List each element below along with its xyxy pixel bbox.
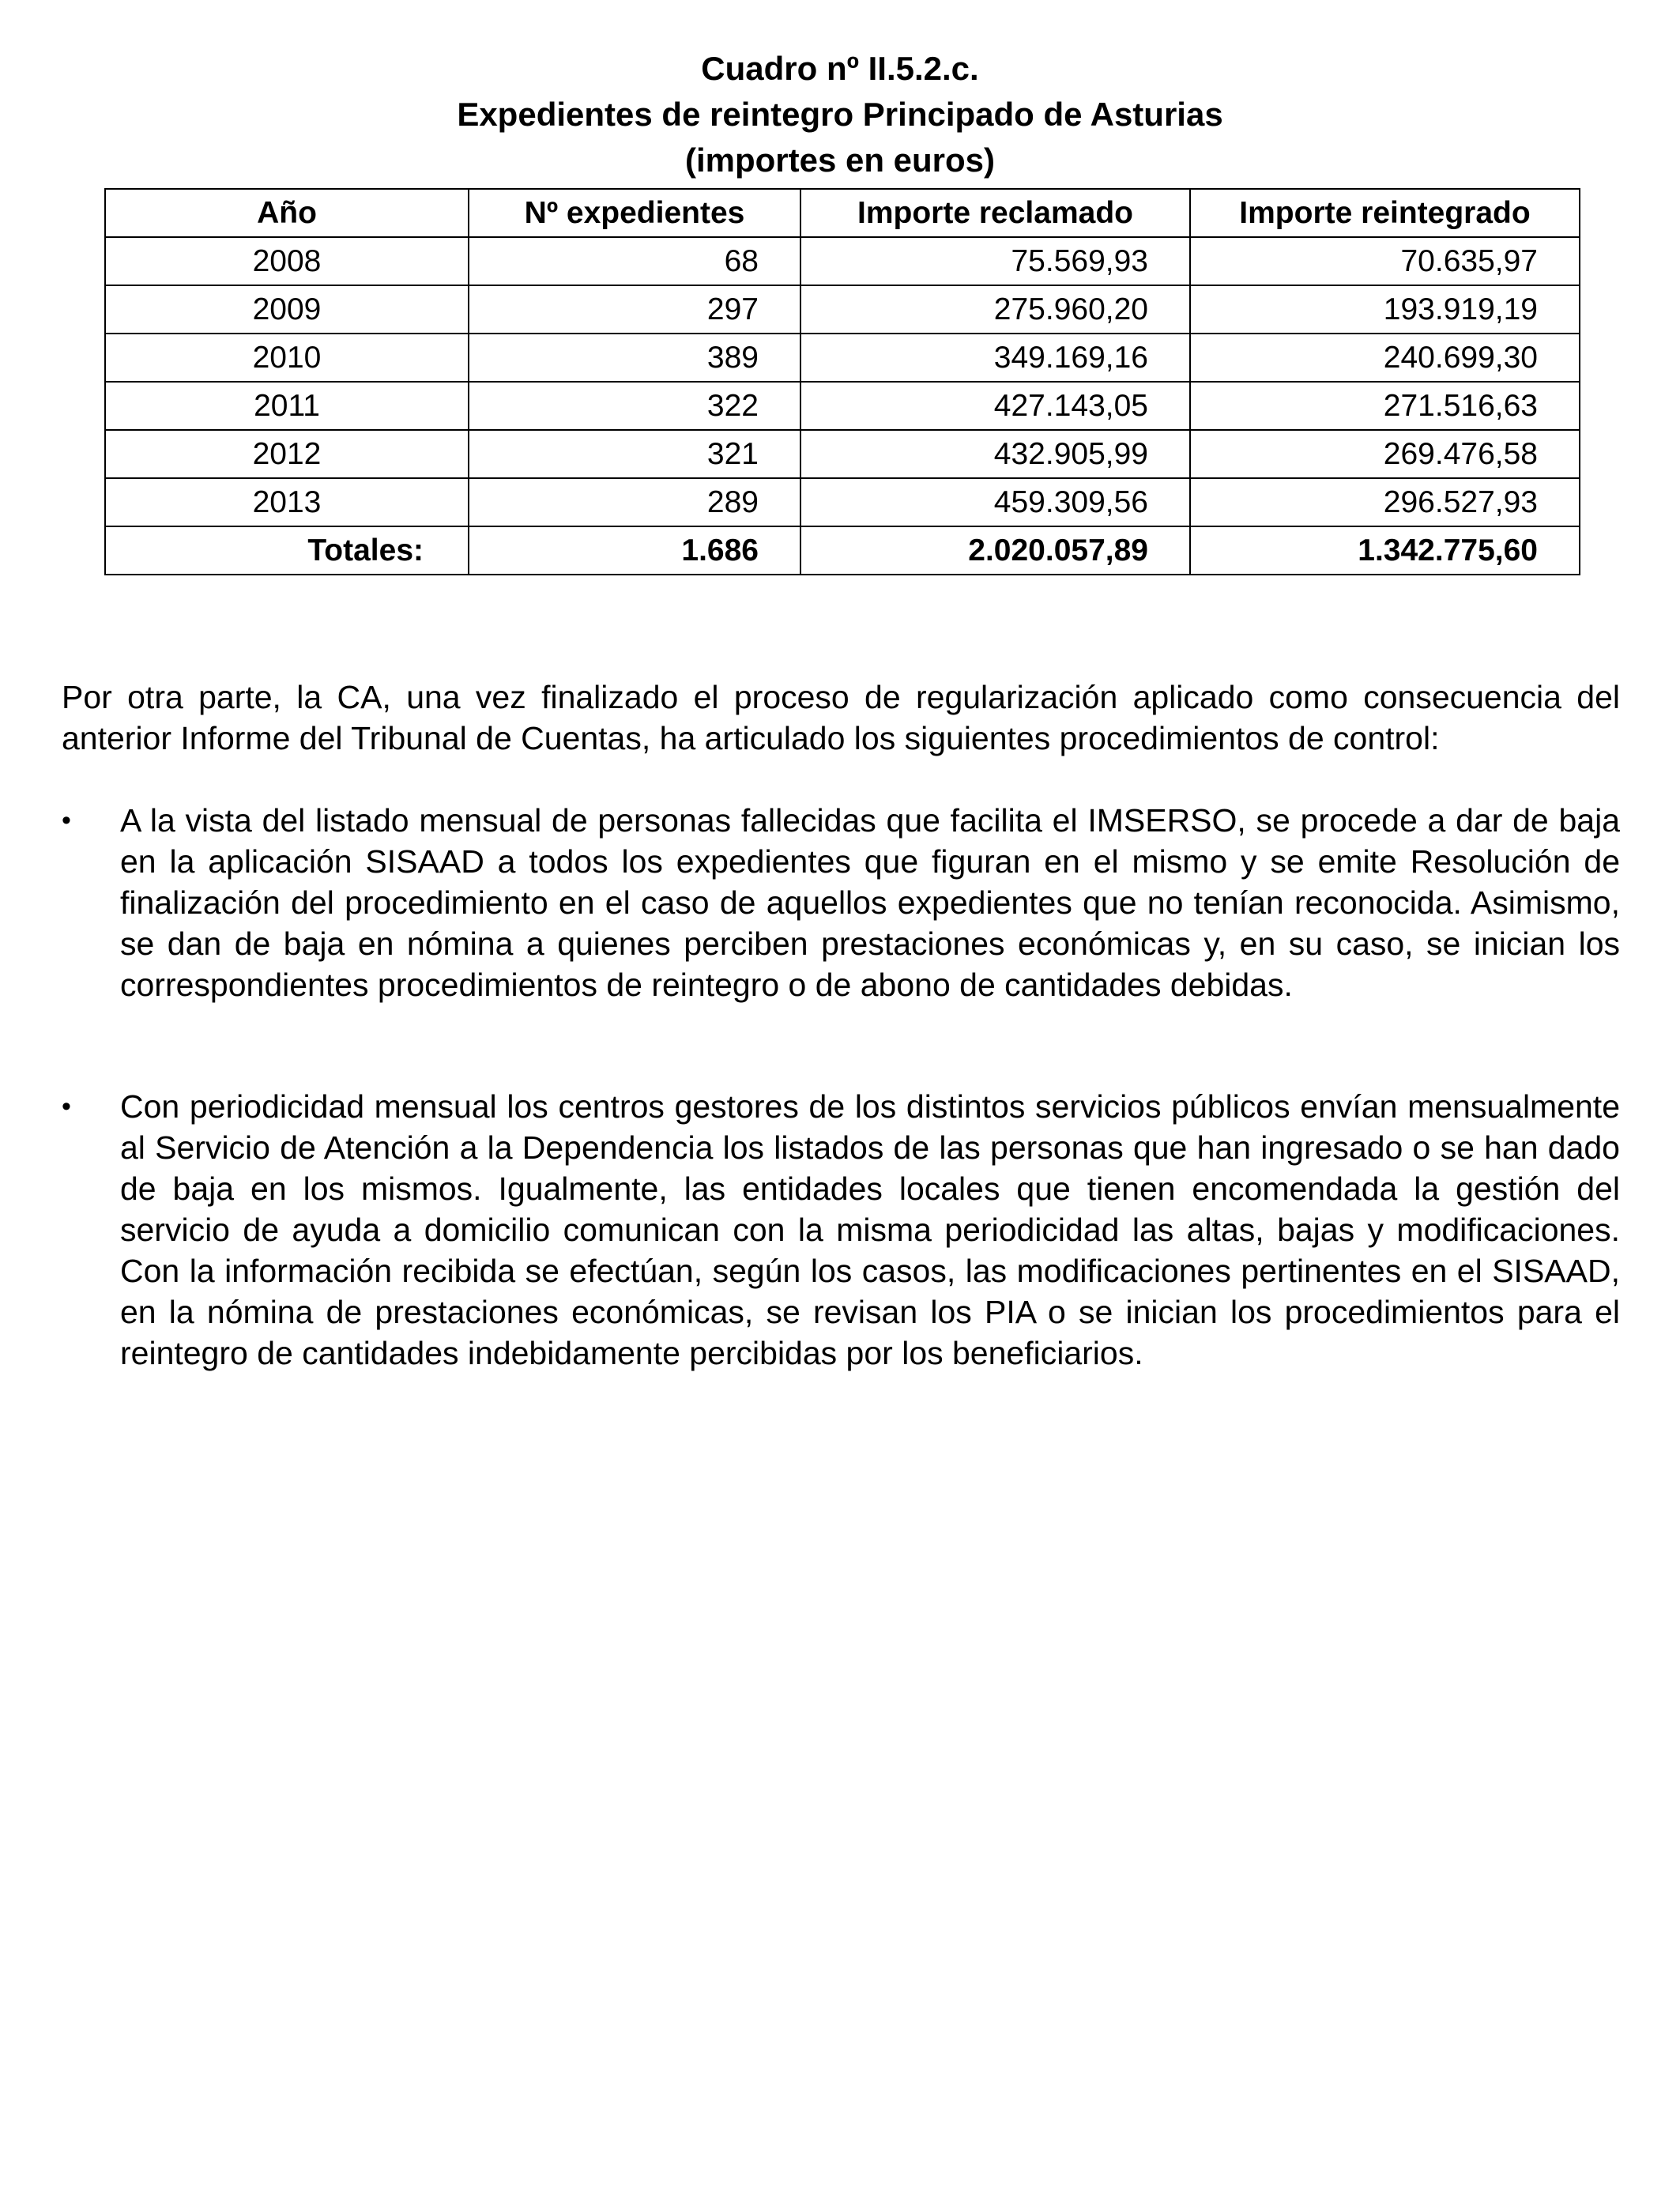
cell-claimed: 349.169,16: [800, 334, 1190, 382]
caption-title: Expedientes de reintegro Principado de Asturias: [457, 96, 1223, 133]
cell-refunded: 271.516,63: [1190, 382, 1580, 430]
table-row: [105, 430, 1580, 478]
cell-refunded: 240.699,30: [1190, 334, 1580, 382]
cell-year: 2012: [105, 430, 469, 478]
control-procedures-list-continued: [62, 1086, 1620, 1374]
cell-claimed: 459.309,56: [800, 478, 1190, 526]
totals-claimed: 2.020.057,89: [800, 526, 1190, 575]
cell-year: 2008: [105, 237, 469, 285]
list-item-text: Con periodicidad mensual los centros gestores de los distintos servicios públicos envían mensualmente al Servicio de Atención a la Dependencia los listados de las personas que han ingresado o se han dado de baja en los mismos. Igualmente, las entidades locales que tienen encomendada la gestión del servicio de ayuda a domicilio comunican con la misma periodicidad las altas, bajas y modificaciones. Con la información recibida se efectúan, según los casos, las modificaciones pertinentes en el SISAAD, en la nómina de prestaciones económicas, se revisan los PIA o se inician los procedimientos para el reintegro de cantidades indebidamente percibidas por los beneficiarios.: [120, 1088, 1620, 1371]
totals-row: [105, 526, 1580, 575]
cell-refunded: 296.527,93: [1190, 478, 1580, 526]
cell-count: 389: [469, 334, 800, 382]
cell-count: 321: [469, 430, 800, 478]
intro-paragraph: Por otra parte, la CA, una vez finalizado el proceso de regularización aplicado como consecuencia del anterior Informe del Tribunal de Cuentas, ha articulado los siguientes procedimientos de control:: [62, 679, 1620, 756]
totals-count: 1.686: [469, 526, 800, 575]
reintegro-table: [104, 188, 1580, 575]
control-procedures-list: [62, 800, 1620, 1005]
cell-claimed: 275.960,20: [800, 285, 1190, 334]
totals-label: Totales:: [105, 526, 469, 575]
caption-units: (importes en euros): [684, 141, 996, 179]
cell-refunded: 193.919,19: [1190, 285, 1580, 334]
cell-year: 2009: [105, 285, 469, 334]
cell-count: 297: [469, 285, 800, 334]
table-caption: [0, 46, 1680, 183]
cell-claimed: 75.569,93: [800, 237, 1190, 285]
totals-refunded: 1.342.775,60: [1190, 526, 1580, 575]
table-row: [105, 334, 1580, 382]
cell-year: 2013: [105, 478, 469, 526]
cell-claimed: 427.143,05: [800, 382, 1190, 430]
header-claimed: Importe reclamado: [800, 189, 1190, 237]
table-row: [105, 478, 1580, 526]
table-row: [105, 285, 1580, 334]
cell-refunded: 269.476,58: [1190, 430, 1580, 478]
cell-year: 2011: [105, 382, 469, 430]
header-year: Año: [105, 189, 469, 237]
list-item-text: A la vista del listado mensual de personas fallecidas que facilita el IMSERSO, se procede a dar de baja en la aplicación SISAAD a todos los expedientes que figuran en el mismo y se emite Resolución de finalización del procedimiento en el caso de aquellos expedientes que no tenían reconocida. Asimismo, se dan de baja en nómina a quienes perciben prestaciones económicas y, en su caso, se inician los correspondientes procedimientos de reintegro o de abono de cantidades debidas.: [120, 802, 1620, 1003]
cell-claimed: 432.905,99: [800, 430, 1190, 478]
cell-count: 68: [469, 237, 800, 285]
cell-count: 322: [469, 382, 800, 430]
cell-refunded: 70.635,97: [1190, 237, 1580, 285]
bullet-icon: •: [62, 805, 71, 835]
header-count: Nº expedientes: [469, 189, 800, 237]
table-row: [105, 382, 1580, 430]
caption-number: Cuadro nº II.5.2.c.: [701, 50, 979, 87]
table-header-row: [105, 189, 1580, 237]
table-row: [105, 237, 1580, 285]
cell-year: 2010: [105, 334, 469, 382]
cell-count: 289: [469, 478, 800, 526]
list-item: [62, 1086, 1620, 1374]
bullet-icon: •: [62, 1091, 71, 1122]
list-item: [62, 800, 1620, 1005]
header-refunded: Importe reintegrado: [1190, 189, 1580, 237]
